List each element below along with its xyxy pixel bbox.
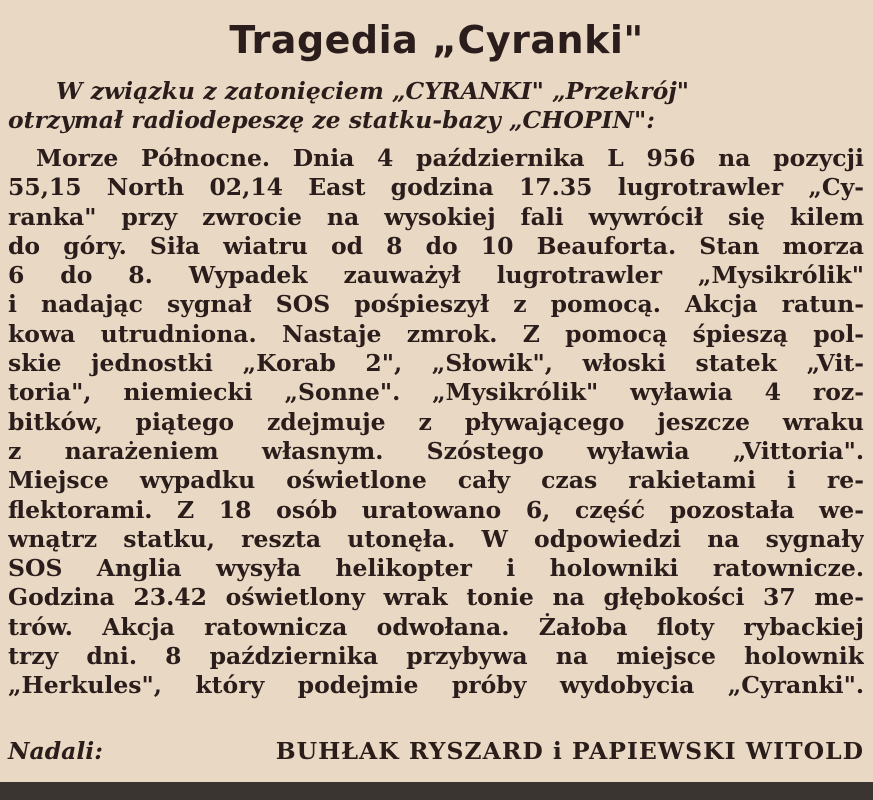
body-line: SOS Anglia wysyła helikopter i holowniki ratownicze. bbox=[8, 554, 864, 583]
article-body bbox=[8, 144, 864, 701]
body-line: kowa utrudniona. Nastaje zmrok. Z pomocą śpieszą pol- bbox=[8, 319, 864, 348]
page-bottom-edge bbox=[0, 782, 873, 800]
body-line: i nadając sygnał SOS pośpieszył z pomocą. Akcja ratun- bbox=[8, 290, 864, 319]
signature-label: Nadali: bbox=[8, 737, 103, 765]
body-line: 55,15 North 02,14 East godzina 17.35 lugrotrawler „Cy- bbox=[8, 173, 864, 202]
body-line: 6 do 8. Wypadek zauważył lugrotrawler „Mysikrólik" bbox=[8, 261, 864, 290]
body-line: wnątrz statku, reszta utonęła. W odpowiedzi na sygnały bbox=[8, 524, 864, 553]
body-line: skie jednostki „Korab 2", „Słowik", włoski statek „Vit- bbox=[8, 349, 864, 378]
intro-line: otrzymał radiodepeszę ze statku-bazy „CHOPIN": bbox=[8, 106, 655, 135]
body-line: ranka" przy zwrocie na wysokiej fali wywrócił się kilem bbox=[8, 202, 864, 231]
intro-line: W związku z zatonięciem „CYRANKI" „Przekrój" bbox=[56, 77, 690, 105]
body-line: Miejsce wypadku oświetlone cały czas rakietami i re- bbox=[8, 466, 864, 495]
body-line: „Herkules", który podejmie próby wydobycia „Cyranki". bbox=[8, 671, 864, 700]
body-line: bitków, piątego zdejmuje z pływającego jeszcze wraku bbox=[8, 407, 864, 436]
body-line: flektorami. Z 18 osób uratowano 6, część pozostała we- bbox=[8, 495, 864, 524]
body-line: Morze Północne. Dnia 4 października L 956 na pozycji bbox=[36, 144, 864, 172]
article-intro bbox=[8, 77, 864, 136]
body-line: Godzina 23.42 oświetlony wrak tonie na głębokości 37 me- bbox=[8, 583, 864, 612]
body-line: z narażeniem własnym. Szóstego wyławia „Vittoria". bbox=[8, 436, 864, 465]
body-line: trów. Akcja ratownicza odwołana. Żałoba floty rybackiej bbox=[8, 612, 864, 641]
article-title: Tragedia „Cyranki" bbox=[229, 18, 644, 62]
article-signature bbox=[8, 736, 864, 766]
body-line: trzy dni. 8 października przybywa na miejsce holownik bbox=[8, 642, 864, 671]
signature-names: BUHŁAK RYSZARD i PAPIEWSKI WITOLD bbox=[275, 737, 864, 765]
body-line: do góry. Siła wiatru od 8 do 10 Beauforta. Stan morza bbox=[8, 231, 864, 260]
body-line: toria", niemiecki „Sonne". „Mysikrólik" wyławia 4 roz- bbox=[8, 378, 864, 407]
